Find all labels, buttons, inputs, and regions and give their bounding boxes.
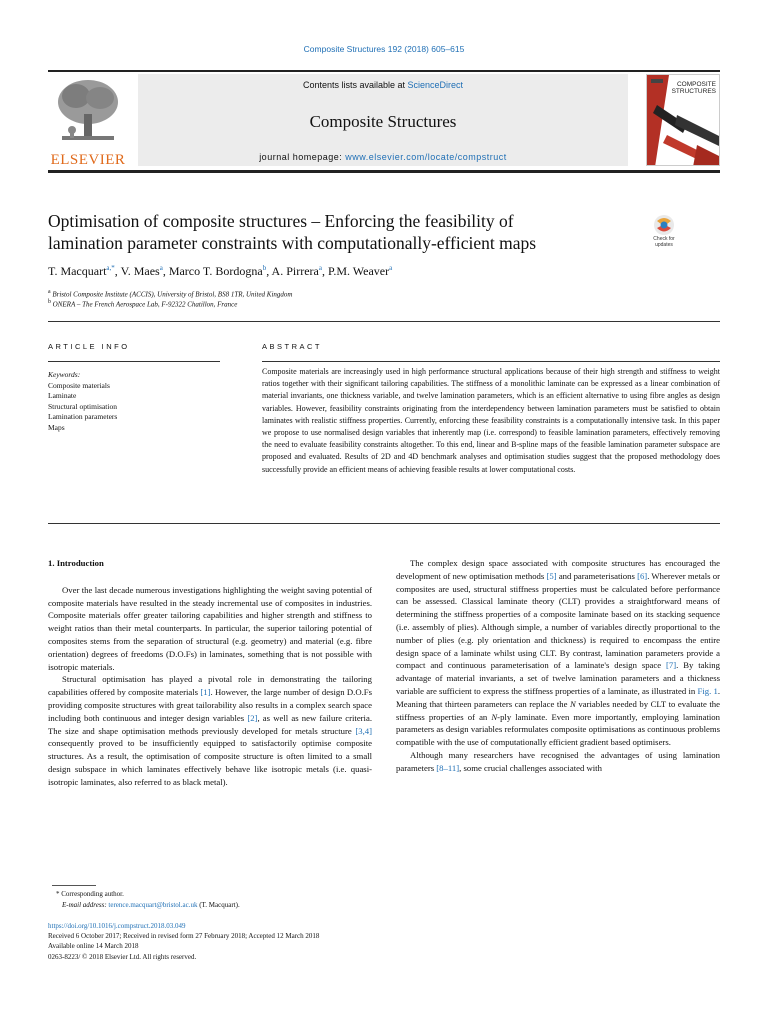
paragraph: Over the last decade numerous investigations highlighting the weight saving potential of composite materials have resulted in the steady incremental use of composites in industries. Composite materials offer greater tailoring capabilities and higher strength and stiffness to weight ratios than their metal counterparts. In particular, the superior tailoring potential of composites stems from the separation of structural (e.g. geometry) and material (e.g. fibre orientation) degrees of freedoms (D.O.Fs) in laminates, something that is not possible with isotropic materials.	[48, 584, 372, 672]
author-4	[272, 264, 328, 278]
keyword-item: Composite materials	[48, 380, 110, 390]
journal-homepage-line	[138, 152, 628, 162]
body-column-left	[48, 557, 372, 789]
affiliation-text: ONERA – The French Aerospace Lab, F-92322 Chatillon, France	[52, 300, 238, 309]
author-affil-sup[interactable]: a,*	[106, 264, 115, 272]
email-link[interactable]: terence.macquart@bristol.ac.uk	[108, 901, 198, 909]
text-run: consequently proved to be insufficiently equipped to satisfactorily optimise composite structures. As a result, the optimisation of composite structure is often limited to a small design subspace in which laminates effectively behave like isotropic metals (i.e. quasi-isotropic laminates, also referred to as black metal).	[48, 738, 372, 787]
text-run: and parameterisations	[556, 570, 638, 581]
text-run: . By taking advantage of material invariants, a set of twelve lamination parameters and a thickness variable are sufficient to express the stiffness properties of a laminate, as illustrated in	[396, 660, 720, 696]
paragraph	[396, 749, 720, 775]
article-title	[48, 210, 638, 254]
citation-link[interactable]: [7]	[666, 660, 677, 671]
received-dates: Received 6 October 2017; Received in revised form 27 February 2018; Accepted 12 March 2018	[48, 932, 320, 941]
article-info-rule	[48, 361, 220, 362]
affiliation-sup: a	[48, 289, 51, 295]
text-run: variables needed by CLT to evaluate the stiffness properties of an	[396, 698, 720, 722]
author-separator: ,	[321, 264, 328, 278]
journal-reference-link[interactable]: Composite Structures 192 (2018) 605–615	[303, 44, 465, 54]
author-name[interactable]: A. Pirrera	[271, 264, 319, 278]
journal-cover-thumbnail[interactable]	[646, 74, 720, 166]
text-run: . However, the large number of design D.O.Fs providing composite structures with great tailorability also results in a complex search space including both continuous and integer design variables	[48, 687, 373, 723]
author-separator: ,	[266, 264, 272, 278]
citation-link[interactable]: [6]	[637, 570, 648, 581]
author-name[interactable]: Marco T. Bordogna	[168, 264, 263, 278]
masthead-center-panel	[138, 74, 628, 166]
abstract-text: Composite materials are increasingly used in high performance structural applications because of their high strength and stiffness to weight ratios together with their significant tailoring capabilities. The stiffness of a monolithic laminate can be expressed as a linear combination of material invariants, one thickness variable, and twelve lamination parameters, which is an efficient alternative to using fibre angles as design variables. However, feasibility constraints originating from the interdependency between lamination parameters must be satisfied to obtain laminates with realistic stiffness properties. Currently, enforcing these feasibility constraints is a computationally intensive task. In this paper we propose to use normalised design variables that inherently map (i.e. correspond) to feasible lamination parameters, effectively removing the need to evaluate feasibility constraints altogether. To this end, linear and B-spline maps of the feasible lamination parameter subspace are proposed and evaluated. Results of 2D and 4D benchmark analyses and optimisation studies suggest that the proposed methodology does successfully provide an efficient means of achieving feasible results at lower computational costs.	[262, 367, 720, 474]
author-affil-sup[interactable]: a	[318, 264, 322, 272]
affiliation-b	[48, 299, 237, 308]
copyright-line: 0263-8223/ © 2018 Elsevier Ltd. All rights reserved.	[48, 952, 197, 961]
author-5	[328, 264, 392, 278]
keyword-item: Laminate	[48, 391, 77, 400]
available-online: Available online 14 March 2018	[48, 942, 139, 951]
author-1	[48, 264, 121, 278]
text-run: . Wherever metals or composites are used, structural stiffness properties must be calculated before performance can be assessed. Classical laminate theory (CLT) provides a straightforward means of determining the stiffness properties of a composite laminate based on its stacking sequence (i.e. assembly of plies). Although simple, a number of variables directly proportional to the number of plies (e.g. ply orientation and thickness) is required to encompass the entire design space of a laminate whilst using CLT. By contrast, lamination parameters provide a compact and continuous parameterisation of a laminate's design space	[396, 570, 720, 671]
text-run: , as well as new failure criteria. The size and shape optimisation methods previously developed for metals structure	[48, 712, 373, 736]
author-2	[121, 264, 169, 278]
paragraph	[48, 673, 372, 788]
section-heading-introduction: 1. Introduction	[48, 558, 104, 568]
crossmark-line1: Check for	[653, 236, 675, 242]
crossmark-line2: updates	[655, 241, 673, 248]
journal-homepage-link[interactable]: www.elsevier.com/locate/compstruct	[345, 152, 507, 162]
keyword-item: Lamination parameters	[48, 412, 118, 421]
journal-masthead	[48, 70, 720, 170]
masthead-top-rule	[48, 70, 720, 72]
affiliation-sup: b	[48, 299, 51, 305]
text-run: . Meaning that thirteen parameters can replace the	[396, 685, 721, 709]
author-list	[48, 264, 392, 279]
abstract-rule	[262, 361, 720, 362]
publication-info	[48, 921, 319, 962]
abstract-heading: ABSTRACT	[262, 342, 323, 351]
sciencedirect-link[interactable]: ScienceDirect	[407, 80, 464, 90]
elsevier-tree-icon	[54, 76, 122, 146]
email-note	[62, 900, 240, 910]
figure-link[interactable]: Fig. 1	[697, 685, 718, 696]
article-title-line1: Optimisation of composite structures – Enforcing the feasibility of	[48, 211, 514, 231]
contents-line	[138, 80, 628, 90]
front-matter-rule	[48, 321, 720, 322]
citation-link[interactable]: [3,4]	[355, 725, 372, 736]
paragraph	[396, 557, 720, 749]
author-name[interactable]: T. Macquart	[48, 264, 107, 278]
author-affil-sup[interactable]: a	[159, 264, 163, 272]
author-affil-sup[interactable]: a	[389, 264, 393, 272]
email-suffix: (T. Macquart).	[197, 901, 240, 909]
body-column-right	[396, 557, 720, 775]
check-for-updates-label	[648, 237, 680, 248]
text-run: -ply laminate. Even more importantly, employing lamination parameters as design variables reformulates composite optimisations as continuous problems compatible with the use of computationally efficient gradient based optimisers.	[396, 711, 720, 748]
text-run: Although many researchers have recognised the advantages of using lamination parameters	[396, 749, 720, 773]
variable-n: N	[570, 698, 576, 709]
doi-link[interactable]: https://doi.org/10.1016/j.compstruct.2018.03.049	[48, 922, 186, 930]
cover-title-line1: COMPOSITE	[676, 81, 716, 88]
citation-link[interactable]: [5]	[546, 570, 557, 581]
variable-n: N	[491, 711, 498, 722]
email-label: E-mail address:	[62, 901, 109, 909]
masthead-bottom-rule	[48, 170, 720, 173]
author-separator: ,	[162, 264, 169, 278]
elsevier-wordmark: ELSEVIER	[50, 152, 126, 168]
author-affil-sup[interactable]: b	[262, 264, 267, 272]
affiliation-a	[48, 289, 292, 298]
abstract-bottom-rule	[48, 523, 720, 524]
corresponding-author-note: * Corresponding author.	[56, 890, 124, 898]
crossmark-icon	[648, 213, 680, 237]
author-name[interactable]: P.M. Weaver	[327, 264, 390, 278]
text-run: The complex design space associated with composite structures has encouraged the development of new optimisation methods	[396, 558, 720, 581]
keyword-item: Maps	[48, 422, 65, 432]
keyword-item: Structural optimisation	[48, 401, 117, 411]
cover-title-line2: STRUCTURES	[671, 88, 716, 95]
article-info-heading: ARTICLE INFO	[48, 342, 130, 351]
citation-link[interactable]: [8–11]	[436, 762, 460, 773]
journal-title: Composite Structures	[309, 112, 457, 131]
citation-link[interactable]: [1]	[200, 687, 211, 698]
check-for-updates-badge[interactable]	[648, 213, 680, 253]
text-run: Structural optimisation has played a pivotal role in demonstrating the tailoring capabilities offered by composite materials	[48, 674, 372, 698]
author-3	[169, 264, 272, 278]
cover-title	[672, 81, 716, 95]
footnote-rule	[52, 885, 96, 886]
author-name[interactable]: V. Maes	[120, 264, 160, 278]
citation-link[interactable]: [2]	[247, 712, 258, 723]
affiliation-text: Bristol Composite Institute (ACCIS), University of Bristol, BS8 1TR, United Kingdom	[52, 290, 293, 299]
keywords-block	[48, 370, 117, 433]
elsevier-logo[interactable]	[48, 76, 128, 166]
homepage-prefix: journal homepage:	[259, 152, 346, 162]
text-run: , some crucial challenges associated with	[459, 762, 602, 773]
article-title-line2: lamination parameter constraints with computationally-efficient maps	[48, 233, 537, 253]
contents-prefix: Contents lists available at	[302, 80, 408, 90]
keywords-label: Keywords:	[48, 370, 81, 379]
author-separator: ,	[114, 264, 121, 278]
